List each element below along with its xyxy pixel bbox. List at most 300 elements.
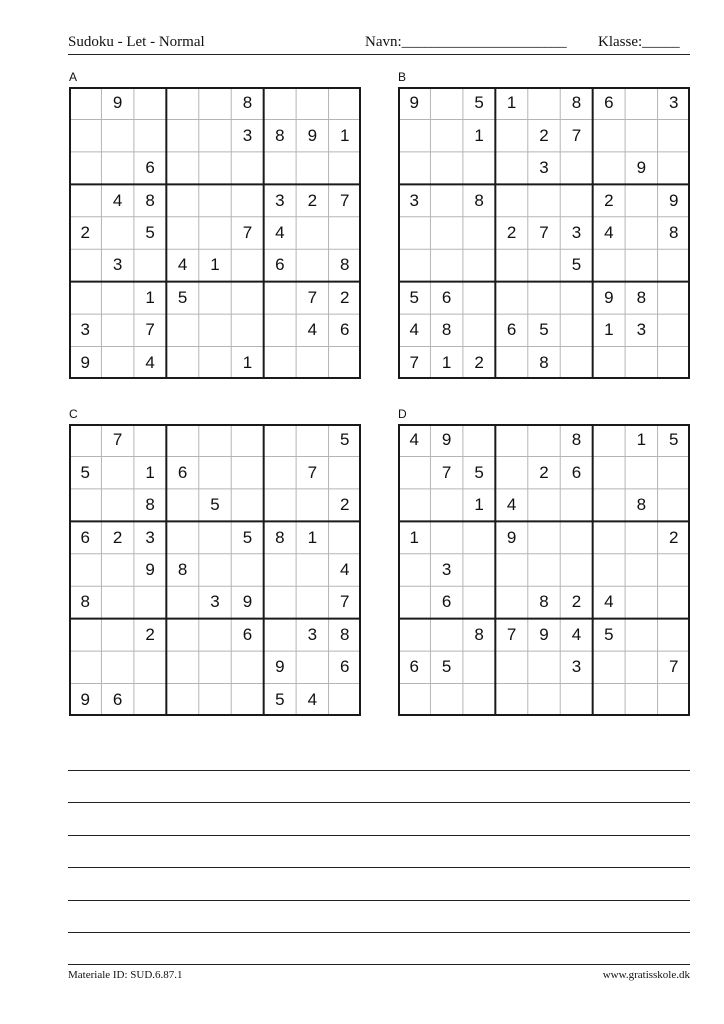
empty-cell[interactable] bbox=[199, 554, 231, 586]
empty-cell[interactable] bbox=[296, 489, 328, 521]
empty-cell[interactable] bbox=[166, 521, 198, 553]
empty-cell[interactable] bbox=[463, 217, 495, 249]
empty-cell[interactable] bbox=[199, 651, 231, 683]
given-digit-cell: 8 bbox=[571, 430, 582, 450]
empty-cell[interactable] bbox=[199, 456, 231, 488]
given-digit-cell: 8 bbox=[539, 352, 549, 372]
empty-cell[interactable] bbox=[296, 217, 328, 249]
given-digit-cell: 3 bbox=[669, 93, 679, 113]
given-digit-cell: 7 bbox=[340, 190, 350, 210]
empty-cell[interactable] bbox=[296, 424, 328, 456]
empty-cell[interactable] bbox=[463, 554, 495, 586]
empty-cell[interactable] bbox=[593, 456, 625, 488]
empty-cell[interactable] bbox=[658, 314, 690, 346]
given-digit-cell: 5 bbox=[409, 287, 419, 307]
given-digit-cell: 5 bbox=[210, 495, 220, 515]
empty-cell[interactable] bbox=[329, 87, 361, 119]
empty-cell[interactable] bbox=[166, 217, 198, 249]
empty-cell[interactable] bbox=[101, 489, 133, 521]
empty-cell[interactable] bbox=[398, 456, 430, 488]
empty-cell[interactable] bbox=[658, 619, 690, 651]
empty-cell[interactable] bbox=[398, 619, 430, 651]
empty-cell[interactable] bbox=[398, 684, 430, 716]
empty-cell[interactable] bbox=[69, 119, 101, 151]
empty-cell[interactable] bbox=[658, 249, 690, 281]
empty-cell[interactable] bbox=[199, 424, 231, 456]
given-digit-cell: 5 bbox=[145, 222, 155, 242]
empty-cell[interactable] bbox=[134, 87, 166, 119]
given-digit-cell: 2 bbox=[571, 592, 582, 612]
empty-cell[interactable] bbox=[593, 554, 625, 586]
empty-cell[interactable] bbox=[430, 619, 462, 651]
empty-cell[interactable] bbox=[560, 489, 592, 521]
given-digit-cell: 4 bbox=[409, 320, 419, 340]
website-link[interactable]: www.gratisskole.dk bbox=[602, 969, 690, 981]
empty-cell[interactable] bbox=[463, 282, 495, 314]
empty-cell[interactable] bbox=[560, 184, 592, 216]
empty-cell[interactable] bbox=[593, 651, 625, 683]
empty-cell[interactable] bbox=[528, 554, 560, 586]
given-digit-cell: 6 bbox=[409, 657, 419, 677]
given-digit-cell: 4 bbox=[340, 559, 350, 579]
empty-cell[interactable] bbox=[134, 424, 166, 456]
empty-cell[interactable] bbox=[560, 554, 592, 586]
sudoku-grid-c bbox=[69, 424, 361, 716]
given-digit-cell: 7 bbox=[409, 352, 419, 372]
writing-line[interactable] bbox=[68, 900, 690, 901]
empty-cell[interactable] bbox=[528, 282, 560, 314]
empty-cell[interactable] bbox=[166, 424, 198, 456]
given-digit-cell: 5 bbox=[669, 430, 679, 450]
empty-cell[interactable] bbox=[264, 554, 296, 586]
empty-cell[interactable] bbox=[199, 619, 231, 651]
empty-cell[interactable] bbox=[199, 152, 231, 184]
given-digit-cell: 4 bbox=[307, 689, 318, 709]
empty-cell[interactable] bbox=[166, 347, 198, 379]
empty-cell[interactable] bbox=[528, 521, 560, 553]
empty-cell[interactable] bbox=[528, 87, 560, 119]
given-digit-cell: 4 bbox=[177, 255, 188, 275]
given-digit-cell: 9 bbox=[441, 430, 452, 450]
empty-cell[interactable] bbox=[69, 282, 101, 314]
empty-cell[interactable] bbox=[625, 456, 657, 488]
empty-cell[interactable] bbox=[398, 119, 430, 151]
given-digit-cell: 7 bbox=[571, 125, 582, 145]
given-digit-cell: 2 bbox=[669, 527, 679, 547]
empty-cell[interactable] bbox=[398, 217, 430, 249]
empty-cell[interactable] bbox=[463, 651, 495, 683]
empty-cell[interactable] bbox=[101, 347, 133, 379]
empty-cell[interactable] bbox=[166, 651, 198, 683]
empty-cell[interactable] bbox=[134, 684, 166, 716]
empty-cell[interactable] bbox=[398, 554, 430, 586]
writing-line[interactable] bbox=[68, 770, 690, 771]
given-digit-cell: 9 bbox=[275, 657, 285, 677]
empty-cell[interactable] bbox=[199, 684, 231, 716]
empty-cell[interactable] bbox=[231, 489, 263, 521]
given-digit-cell: 2 bbox=[604, 190, 614, 210]
empty-cell[interactable] bbox=[166, 684, 198, 716]
empty-cell[interactable] bbox=[625, 87, 657, 119]
empty-cell[interactable] bbox=[101, 554, 133, 586]
empty-cell[interactable] bbox=[199, 347, 231, 379]
given-digit-cell: 9 bbox=[80, 352, 90, 372]
empty-cell[interactable] bbox=[69, 554, 101, 586]
empty-cell[interactable] bbox=[658, 282, 690, 314]
empty-cell[interactable] bbox=[199, 217, 231, 249]
given-digit-cell: 1 bbox=[474, 495, 484, 515]
empty-cell[interactable] bbox=[398, 586, 430, 618]
empty-cell[interactable] bbox=[495, 184, 527, 216]
empty-cell[interactable] bbox=[69, 249, 101, 281]
empty-cell[interactable] bbox=[495, 586, 527, 618]
empty-cell[interactable] bbox=[264, 152, 296, 184]
given-digit-cell: 1 bbox=[506, 93, 517, 113]
empty-cell[interactable] bbox=[593, 424, 625, 456]
empty-cell[interactable] bbox=[101, 152, 133, 184]
empty-cell[interactable] bbox=[495, 456, 527, 488]
given-digit-cell: 1 bbox=[340, 125, 350, 145]
given-digit-cell: 2 bbox=[340, 287, 350, 307]
empty-cell[interactable] bbox=[593, 119, 625, 151]
empty-cell[interactable] bbox=[329, 521, 361, 553]
empty-cell[interactable] bbox=[430, 119, 462, 151]
given-digit-cell: 8 bbox=[474, 190, 484, 210]
empty-cell[interactable] bbox=[528, 651, 560, 683]
empty-cell[interactable] bbox=[329, 684, 361, 716]
given-digit-cell: 3 bbox=[210, 592, 220, 612]
given-digit-cell: 3 bbox=[80, 320, 90, 340]
empty-cell[interactable] bbox=[430, 217, 462, 249]
empty-cell[interactable] bbox=[593, 684, 625, 716]
empty-cell[interactable] bbox=[430, 249, 462, 281]
empty-cell[interactable] bbox=[593, 521, 625, 553]
empty-cell[interactable] bbox=[69, 87, 101, 119]
given-digit-cell: 9 bbox=[145, 559, 155, 579]
given-digit-cell: 4 bbox=[307, 320, 318, 340]
given-digit-cell: 1 bbox=[636, 430, 647, 450]
given-digit-cell: 1 bbox=[210, 255, 220, 275]
empty-cell[interactable] bbox=[231, 282, 263, 314]
empty-cell[interactable] bbox=[329, 347, 361, 379]
empty-cell[interactable] bbox=[625, 184, 657, 216]
given-digit-cell: 9 bbox=[539, 624, 549, 644]
empty-cell[interactable] bbox=[658, 684, 690, 716]
given-digit-cell: 2 bbox=[506, 222, 517, 242]
given-digit-cell: 8 bbox=[636, 287, 647, 307]
empty-cell[interactable] bbox=[528, 684, 560, 716]
given-digit-cell: 9 bbox=[669, 190, 679, 210]
given-digit-cell: 2 bbox=[474, 352, 484, 372]
given-digit-cell: 6 bbox=[604, 93, 614, 113]
empty-cell[interactable] bbox=[231, 314, 263, 346]
empty-cell[interactable] bbox=[296, 554, 328, 586]
empty-cell[interactable] bbox=[625, 347, 657, 379]
empty-cell[interactable] bbox=[625, 249, 657, 281]
empty-cell[interactable] bbox=[430, 521, 462, 553]
given-digit-cell: 9 bbox=[409, 93, 419, 113]
given-digit-cell: 4 bbox=[409, 430, 419, 450]
empty-cell[interactable] bbox=[199, 521, 231, 553]
empty-cell[interactable] bbox=[430, 684, 462, 716]
name-field-label: Navn:______________________ bbox=[365, 34, 567, 50]
header-divider bbox=[68, 54, 690, 55]
empty-cell[interactable] bbox=[560, 684, 592, 716]
given-digit-cell: 2 bbox=[80, 222, 90, 242]
writing-line[interactable] bbox=[68, 802, 690, 803]
given-digit-cell: 8 bbox=[441, 320, 452, 340]
empty-cell[interactable] bbox=[231, 456, 263, 488]
empty-cell[interactable] bbox=[101, 217, 133, 249]
given-digit-cell: 3 bbox=[636, 320, 647, 340]
empty-cell[interactable] bbox=[593, 152, 625, 184]
empty-cell[interactable] bbox=[625, 554, 657, 586]
empty-cell[interactable] bbox=[528, 249, 560, 281]
empty-cell[interactable] bbox=[264, 347, 296, 379]
empty-cell[interactable] bbox=[69, 489, 101, 521]
given-digit-cell: 1 bbox=[474, 125, 484, 145]
given-digit-cell: 9 bbox=[506, 527, 517, 547]
empty-cell[interactable] bbox=[134, 119, 166, 151]
given-digit-cell: 1 bbox=[409, 527, 419, 547]
empty-cell[interactable] bbox=[593, 249, 625, 281]
given-digit-cell: 8 bbox=[571, 93, 582, 113]
writing-line[interactable] bbox=[68, 932, 690, 933]
writing-line[interactable] bbox=[68, 835, 690, 836]
empty-cell[interactable] bbox=[658, 586, 690, 618]
empty-cell[interactable] bbox=[166, 619, 198, 651]
writing-line[interactable] bbox=[68, 867, 690, 868]
empty-cell[interactable] bbox=[495, 424, 527, 456]
empty-cell[interactable] bbox=[166, 314, 198, 346]
empty-cell[interactable] bbox=[69, 619, 101, 651]
given-digit-cell: 3 bbox=[571, 657, 582, 677]
given-digit-cell: 3 bbox=[275, 190, 285, 210]
empty-cell[interactable] bbox=[625, 521, 657, 553]
given-digit-cell: 4 bbox=[571, 624, 582, 644]
empty-cell[interactable] bbox=[625, 586, 657, 618]
empty-cell[interactable] bbox=[495, 684, 527, 716]
empty-cell[interactable] bbox=[329, 456, 361, 488]
given-digit-cell: 7 bbox=[340, 592, 350, 612]
empty-cell[interactable] bbox=[101, 456, 133, 488]
given-digit-cell: 1 bbox=[145, 462, 155, 482]
empty-cell[interactable] bbox=[430, 489, 462, 521]
given-digit-cell: 5 bbox=[80, 462, 90, 482]
empty-cell[interactable] bbox=[264, 87, 296, 119]
given-digit-cell: 2 bbox=[307, 190, 318, 210]
empty-cell[interactable] bbox=[495, 282, 527, 314]
empty-cell[interactable] bbox=[296, 249, 328, 281]
empty-cell[interactable] bbox=[231, 249, 263, 281]
empty-cell[interactable] bbox=[166, 152, 198, 184]
empty-cell[interactable] bbox=[658, 456, 690, 488]
empty-cell[interactable] bbox=[134, 651, 166, 683]
empty-cell[interactable] bbox=[166, 119, 198, 151]
class-field-label: Klasse:_____ bbox=[598, 34, 680, 50]
empty-cell[interactable] bbox=[231, 184, 263, 216]
given-digit-cell: 6 bbox=[441, 287, 452, 307]
empty-cell[interactable] bbox=[296, 152, 328, 184]
given-digit-cell: 4 bbox=[145, 352, 155, 372]
empty-cell[interactable] bbox=[658, 152, 690, 184]
given-digit-cell: 1 bbox=[242, 352, 253, 372]
empty-cell[interactable] bbox=[463, 521, 495, 553]
empty-cell[interactable] bbox=[625, 651, 657, 683]
given-digit-cell: 8 bbox=[177, 559, 188, 579]
given-digit-cell: 6 bbox=[177, 462, 188, 482]
empty-cell[interactable] bbox=[593, 489, 625, 521]
puzzle-label-a: A bbox=[69, 70, 78, 84]
given-digit-cell: 4 bbox=[604, 222, 614, 242]
empty-cell[interactable] bbox=[166, 87, 198, 119]
empty-cell[interactable] bbox=[69, 152, 101, 184]
given-digit-cell: 6 bbox=[506, 320, 517, 340]
empty-cell[interactable] bbox=[430, 152, 462, 184]
given-digit-cell: 5 bbox=[604, 624, 614, 644]
empty-cell[interactable] bbox=[463, 586, 495, 618]
empty-cell[interactable] bbox=[495, 347, 527, 379]
given-digit-cell: 7 bbox=[307, 462, 318, 482]
given-digit-cell: 9 bbox=[242, 592, 253, 612]
empty-cell[interactable] bbox=[658, 119, 690, 151]
empty-cell[interactable] bbox=[463, 424, 495, 456]
empty-cell[interactable] bbox=[166, 586, 198, 618]
empty-cell[interactable] bbox=[398, 249, 430, 281]
empty-cell[interactable] bbox=[101, 119, 133, 151]
empty-cell[interactable] bbox=[398, 489, 430, 521]
given-digit-cell: 2 bbox=[539, 462, 549, 482]
empty-cell[interactable] bbox=[101, 619, 133, 651]
empty-cell[interactable] bbox=[329, 152, 361, 184]
given-digit-cell: 4 bbox=[275, 222, 285, 242]
given-digit-cell: 9 bbox=[604, 287, 614, 307]
empty-cell[interactable] bbox=[231, 684, 263, 716]
empty-cell[interactable] bbox=[101, 651, 133, 683]
empty-cell[interactable] bbox=[560, 152, 592, 184]
given-digit-cell: 6 bbox=[112, 689, 123, 709]
empty-cell[interactable] bbox=[101, 314, 133, 346]
given-digit-cell: 7 bbox=[669, 657, 679, 677]
empty-cell[interactable] bbox=[199, 184, 231, 216]
empty-cell[interactable] bbox=[296, 347, 328, 379]
empty-cell[interactable] bbox=[495, 651, 527, 683]
empty-cell[interactable] bbox=[658, 347, 690, 379]
given-digit-cell: 8 bbox=[275, 125, 285, 145]
empty-cell[interactable] bbox=[495, 152, 527, 184]
given-digit-cell: 9 bbox=[112, 93, 123, 113]
given-digit-cell: 1 bbox=[604, 320, 614, 340]
empty-cell[interactable] bbox=[463, 684, 495, 716]
given-digit-cell: 3 bbox=[441, 559, 452, 579]
empty-cell[interactable] bbox=[166, 489, 198, 521]
given-digit-cell: 4 bbox=[112, 190, 123, 210]
empty-cell[interactable] bbox=[463, 152, 495, 184]
sudoku-grid-a bbox=[69, 87, 361, 379]
empty-cell[interactable] bbox=[264, 456, 296, 488]
given-digit-cell: 3 bbox=[571, 222, 582, 242]
empty-cell[interactable] bbox=[134, 586, 166, 618]
empty-cell[interactable] bbox=[296, 586, 328, 618]
given-digit-cell: 8 bbox=[80, 592, 90, 612]
given-digit-cell: 5 bbox=[441, 657, 452, 677]
empty-cell[interactable] bbox=[264, 619, 296, 651]
given-digit-cell: 2 bbox=[112, 527, 123, 547]
empty-cell[interactable] bbox=[69, 424, 101, 456]
given-digit-cell: 8 bbox=[474, 624, 484, 644]
puzzle-label-d: D bbox=[398, 407, 407, 421]
empty-cell[interactable] bbox=[625, 619, 657, 651]
empty-cell[interactable] bbox=[528, 424, 560, 456]
given-digit-cell: 7 bbox=[441, 462, 452, 482]
given-digit-cell: 6 bbox=[571, 462, 582, 482]
empty-cell[interactable] bbox=[625, 119, 657, 151]
given-digit-cell: 7 bbox=[307, 287, 318, 307]
empty-cell[interactable] bbox=[296, 651, 328, 683]
empty-cell[interactable] bbox=[231, 554, 263, 586]
empty-cell[interactable] bbox=[264, 282, 296, 314]
empty-cell[interactable] bbox=[134, 249, 166, 281]
empty-cell[interactable] bbox=[593, 347, 625, 379]
empty-cell[interactable] bbox=[296, 87, 328, 119]
empty-cell[interactable] bbox=[430, 87, 462, 119]
empty-cell[interactable] bbox=[430, 184, 462, 216]
given-digit-cell: 5 bbox=[474, 93, 484, 113]
sudoku-grid-d bbox=[398, 424, 690, 716]
empty-cell[interactable] bbox=[495, 554, 527, 586]
empty-cell[interactable] bbox=[231, 152, 263, 184]
empty-cell[interactable] bbox=[101, 586, 133, 618]
empty-cell[interactable] bbox=[264, 489, 296, 521]
empty-cell[interactable] bbox=[495, 249, 527, 281]
empty-cell[interactable] bbox=[264, 586, 296, 618]
given-digit-cell: 8 bbox=[145, 495, 155, 515]
empty-cell[interactable] bbox=[398, 152, 430, 184]
empty-cell[interactable] bbox=[231, 424, 263, 456]
empty-cell[interactable] bbox=[560, 314, 592, 346]
empty-cell[interactable] bbox=[560, 282, 592, 314]
given-digit-cell: 8 bbox=[145, 190, 155, 210]
empty-cell[interactable] bbox=[625, 217, 657, 249]
empty-cell[interactable] bbox=[199, 119, 231, 151]
empty-cell[interactable] bbox=[528, 489, 560, 521]
empty-cell[interactable] bbox=[264, 424, 296, 456]
empty-cell[interactable] bbox=[231, 651, 263, 683]
empty-cell[interactable] bbox=[528, 184, 560, 216]
empty-cell[interactable] bbox=[199, 314, 231, 346]
empty-cell[interactable] bbox=[658, 489, 690, 521]
empty-cell[interactable] bbox=[463, 249, 495, 281]
empty-cell[interactable] bbox=[329, 217, 361, 249]
empty-cell[interactable] bbox=[560, 347, 592, 379]
given-digit-cell: 5 bbox=[539, 320, 549, 340]
empty-cell[interactable] bbox=[264, 314, 296, 346]
empty-cell[interactable] bbox=[199, 87, 231, 119]
given-digit-cell: 8 bbox=[340, 624, 350, 644]
empty-cell[interactable] bbox=[560, 521, 592, 553]
empty-cell[interactable] bbox=[101, 282, 133, 314]
given-digit-cell: 8 bbox=[636, 495, 647, 515]
empty-cell[interactable] bbox=[69, 651, 101, 683]
empty-cell[interactable] bbox=[199, 282, 231, 314]
empty-cell[interactable] bbox=[463, 314, 495, 346]
empty-cell[interactable] bbox=[495, 119, 527, 151]
empty-cell[interactable] bbox=[69, 184, 101, 216]
empty-cell[interactable] bbox=[625, 684, 657, 716]
puzzle-label-c: C bbox=[69, 407, 78, 421]
empty-cell[interactable] bbox=[658, 554, 690, 586]
empty-cell[interactable] bbox=[166, 184, 198, 216]
